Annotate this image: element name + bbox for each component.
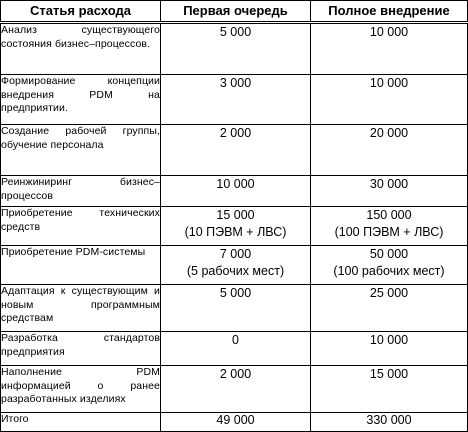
cost-value: 10 000 [369, 76, 409, 90]
cost-note: (100 рабочих мест) [333, 264, 445, 278]
cost-item-label: Формирование концепции внедрения PDM на предприятии. [1, 75, 161, 125]
table-row [1, 23, 468, 75]
cost-value: 5 000 [219, 286, 252, 300]
cost-value: 150 000 [366, 208, 412, 222]
cost-item-label: Адаптация к существующим и новым программным средствам [1, 285, 161, 332]
first-stage-cell [161, 246, 311, 285]
first-stage-cell [161, 285, 311, 332]
cost-value: 2 000 [219, 126, 252, 140]
cost-value: 50 000 [369, 247, 409, 261]
cost-item-label: Наполнение PDM информацией о ранее разработанных изделиях [1, 366, 161, 413]
cost-value: 15 000 [216, 208, 255, 222]
header-item: Статья расхода [1, 1, 161, 23]
first-stage-cell [161, 176, 311, 207]
full-deployment-cell [311, 366, 468, 413]
cost-item-label: Анализ существующего состояния бизнес–процессов. [1, 23, 161, 75]
total-full: 330 000 [311, 413, 468, 432]
table-row [1, 207, 468, 246]
full-deployment-cell [311, 176, 468, 207]
cost-note: (10 ПЭВМ + ЛВС) [184, 225, 287, 239]
cost-value: 25 000 [369, 286, 409, 300]
full-deployment-cell [311, 285, 468, 332]
cost-value: 30 000 [369, 177, 409, 191]
table-row [1, 332, 468, 366]
full-deployment-cell [311, 23, 468, 75]
first-stage-cell [161, 207, 311, 246]
cost-value: 10 000 [369, 25, 409, 39]
cost-value: 2 000 [219, 367, 252, 381]
header-first-stage: Первая очередь [161, 1, 311, 23]
first-stage-cell [161, 23, 311, 75]
full-deployment-cell [311, 207, 468, 246]
cost-value: 7 000 [219, 247, 252, 261]
cost-value: 0 [232, 333, 239, 347]
cost-value: 15 000 [369, 367, 409, 381]
cost-value: 10 000 [369, 333, 409, 347]
full-deployment-cell [311, 75, 468, 125]
cost-value: 20 000 [369, 126, 409, 140]
full-deployment-cell [311, 332, 468, 366]
cost-value: 10 000 [216, 177, 255, 191]
table-row [1, 246, 468, 285]
cost-item-label: Приобретение технических средств [1, 207, 161, 246]
first-stage-cell [161, 75, 311, 125]
cost-item-label: Разработка стандартов предприятия [1, 332, 161, 366]
cost-item-label: Реинжиниринг бизнес–процессов [1, 176, 161, 207]
table-row [1, 285, 468, 332]
table-row [1, 125, 468, 176]
table-row [1, 75, 468, 125]
cost-note: (5 рабочих мест) [186, 264, 285, 278]
first-stage-cell [161, 366, 311, 413]
first-stage-cell [161, 125, 311, 176]
cost-item-label: Создание рабочей группы, обучение персонала [1, 125, 161, 176]
cost-value: 5 000 [219, 25, 252, 39]
header-full-deployment: Полное внедрение [311, 1, 468, 23]
header-row [1, 1, 468, 23]
total-row [1, 413, 468, 432]
table-row [1, 366, 468, 413]
cost-note: (100 ПЭВМ + ЛВС) [334, 225, 444, 239]
total-first: 49 000 [161, 413, 311, 432]
table-row [1, 176, 468, 207]
cost-value: 3 000 [219, 76, 252, 90]
full-deployment-cell [311, 125, 468, 176]
total-label: Итого [1, 413, 161, 432]
cost-item-label: Приобретение PDM-системы [1, 246, 161, 285]
full-deployment-cell [311, 246, 468, 285]
first-stage-cell [161, 332, 311, 366]
